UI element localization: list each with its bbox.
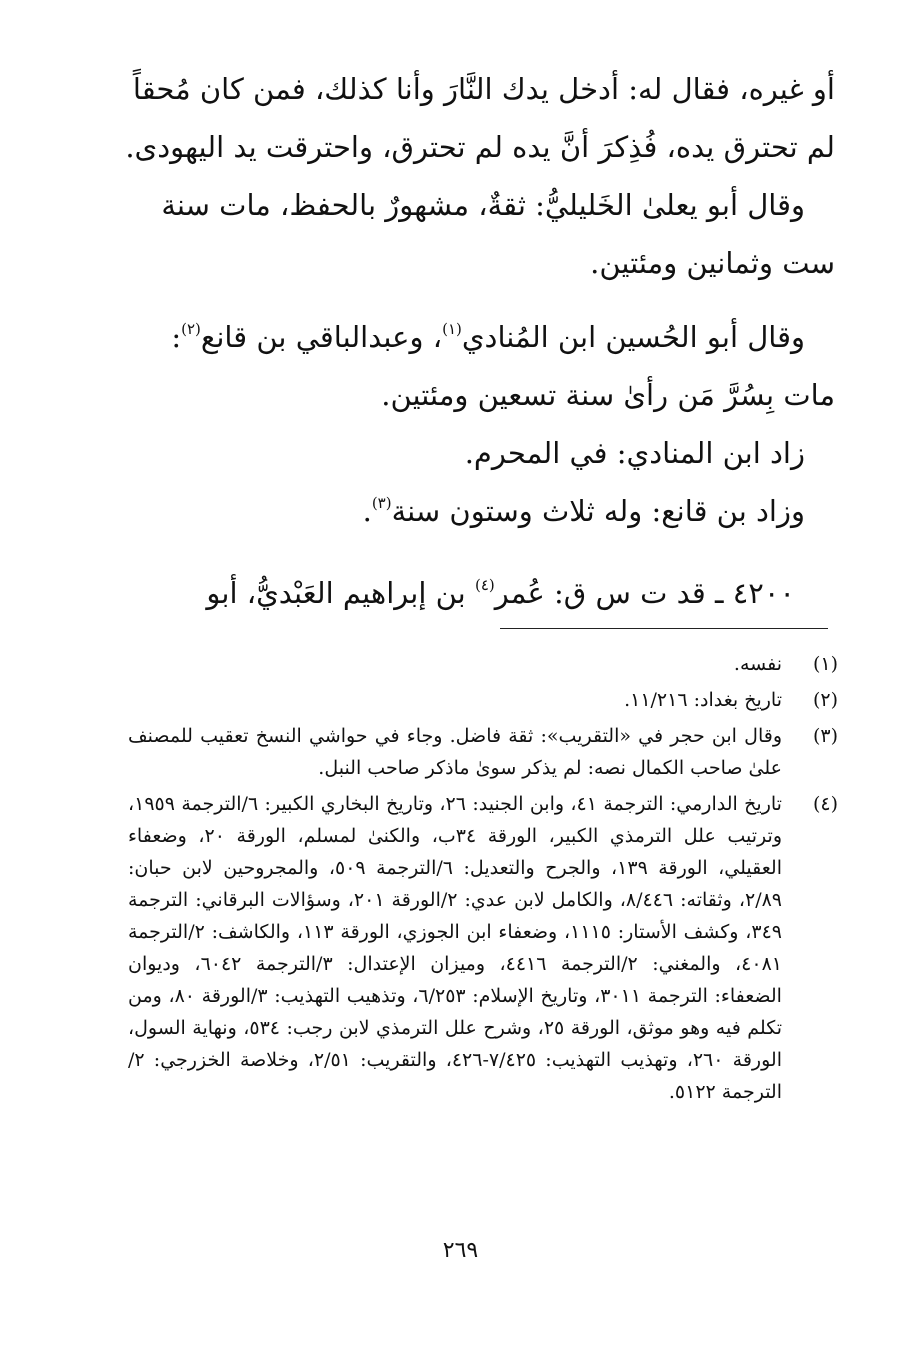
text-span: وقال أبو الحُسين ابن المُنادي [461,320,805,354]
footnote-number: (٢) [812,689,838,711]
text-span: بن إبراهيم العَبْديُّ، أبو [206,576,475,610]
text-line [110,482,835,540]
text-line: أو غيره، فقال له: أدخل يدك النَّارَ وأنا كذلك، فمن كان مُحقاً [132,72,835,106]
footnote [128,720,838,784]
footnote-number: (٣) [812,725,838,747]
footnote-number: (٤) [812,793,838,815]
text-line: مات بِسُرَّ مَن رأىٰ سنة تسعين ومئتين. [381,378,835,412]
footnote-ref[interactable]: (١) [442,320,462,338]
footnotes [128,648,838,1112]
entry-heading [110,564,835,622]
footnote-text: نفسه. [733,653,782,675]
footnote-ref[interactable]: (٤) [474,576,495,594]
footnote-text: تاريخ الدارمي: الترجمة ٤١، وابن الجنيد: ٢٦، وتاريخ البخاري الكبير: ٦/الترجمة ١٩٥٩، وترتيب علل الترمذي الكبير، الورقة ٣٤ب، والكنىٰ لمسلم، الورقة ٢٠، وضعفاء العقيلي، الورقة ١٣٩، والجرح والتعديل: ٦/الترجمة ٥٠٩، والمجروحين لابن حبان: ٢/٨٩، وثقاته: ٨/٤٤٦، والكامل لابن عدي: ٢/الورقة ٢٠١، وسؤالات البرقاني: الترجمة ٣٤٩، وكشف الأستار: ١١١٥، وضعفاء ابن الجوزي، الورقة ١١٣، والكاشف: ٢/الترجمة ٤٠٨١، والمغني: ٢/الترجمة ٤٤١٦، وميزان الإعتدال: ٣/الترجمة ٦٠٤٢، وديوان الضعفاء: الترجمة ٣٠١١، وتاريخ الإسلام: ٦/٢٥٣، وتذهيب التهذيب: ٣/الورقة ٨٠، ومن تكلم فيه وهو موثق، الورقة ٢٥، وشرح علل الترمذي لابن رجب: ٥٣٤، ونهاية السول، الورقة ٢٦٠، وتهذيب التهذيب: ٧/٤٢٥-٤٢٦، والتقريب: ٢/٥١، وخلاصة الخزرجي: ٢/الترجمة ٥١٢٢. [128,793,783,1103]
footnote-text: تاريخ بغداد: ١١/٢١٦. [624,689,782,711]
page-number: ٢٦٩ [442,1238,479,1263]
text-span: . [362,494,372,528]
footnote [128,788,838,1108]
footnote-separator [500,628,828,629]
footnote-ref[interactable]: (٣) [371,494,392,512]
text-span: ٤٢٠٠ ـ قد ت س ق: عُمر [494,576,795,610]
text-span: ، وعبدالباقي بن قانع [200,320,443,354]
footnote [128,684,838,716]
text-line: وقال أبو يعلىٰ الخَليليُّ: ثقةٌ، مشهورٌ بالحفظ، مات سنة [161,188,805,222]
text-span: : [171,320,182,354]
text-line: لم تحترق يده، فُذِكرَ أنَّ يده لم تحترق، واحترقت يد اليهودى. [125,130,835,164]
footnote-number: (١) [812,653,838,675]
text-line: زاد ابن المنادي: في المحرم. [464,436,805,470]
footnote [128,648,838,680]
text-line [110,308,835,366]
footnote-ref[interactable]: (٢) [181,320,201,338]
footnote-text: وقال ابن حجر في «التقريب»: ثقة فاضل. وجاء في حواشي النسخ تعقيب للمصنف علىٰ صاحب الكمال نصه: لم يذكر سوىٰ ماذكر صاحب النبل. [128,725,782,779]
main-text [110,60,835,622]
text-line: ست وثمانين ومئتين. [590,246,835,280]
text-span: وزاد بن قانع: وله ثلاث وستون سنة [391,494,805,528]
